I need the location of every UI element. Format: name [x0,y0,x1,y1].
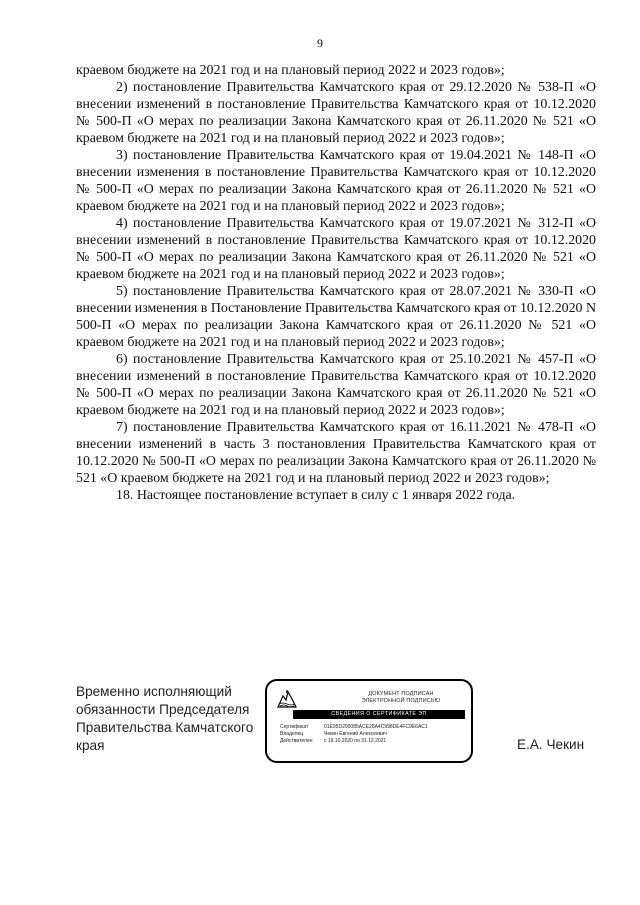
electronic-signature-stamp [265,679,473,763]
certificate-row-label: Владелец [280,731,304,737]
list-item-7: 7) постановление Правительства Камчатского края от 16.11.2021 № 478-П «О внесении изменений в часть 3 постановления Правительства Камчатского края от 10.12.2020 № 500-П «О мерах по реализации Закона Камчатского края от 26.11.2020 № 521 «О краевом бюджете на 2021 год и на плановый период 2022 и 2023 годов»; [76,420,596,486]
stamp-heading [337,691,465,705]
signatory-position-line: обязанности Председателя [76,702,250,717]
stamp-heading-line: ДОКУМЕНТ ПОДПИСАН [368,691,434,697]
list-item-3: 3) постановление Правительства Камчатского края от 19.04.2021 № 148-П «О внесении изменения в постановление Правительства Камчатского края от 10.12.2020 № 500-П «О мерах по реализации Закона Камчатского края от 26.11.2020 № 521 «О краевом бюджете на 2021 год и на плановый период 2022 и 2023 годов»; [76,148,596,214]
signatory-position-line: Временно исполняющий [76,684,232,699]
certificate-row-label: Действителен [280,738,313,744]
signatory-position-line: Правительства Камчатского [76,720,254,735]
list-item-4: 4) постановление Правительства Камчатского края от 19.07.2021 № 312-П «О внесении изменений в постановление Правительства Камчатского края от 10.12.2020 № 500-П «О мерах по реализации Закона Камчатского края от 26.11.2020 № 521 «О краевом бюджете на 2021 год и на плановый период 2022 и 2023 годов»; [76,216,596,282]
signatory-position [76,683,276,755]
certificate-details [280,724,468,745]
certificate-row-value: 01E95D200085ACE28A4C998DE4FC9E6AC1 [324,724,428,730]
list-item-5: 5) постановление Правительства Камчатского края от 28.07.2021 № 330-П «О внесении изменения в Постановление Правительства Камчатского края от 10.12.2020 N 500-П «О мерах по реализации Закона Камчатского края от 26.11.2020 № 521 «О краевом бюджете на 2021 год и на плановый период 2022 и 2023 годов»; [76,284,596,350]
page-number: 9 [317,36,323,50]
certificate-row-value: с 19.10.2020 по 31.12.2021 [324,738,387,744]
certificate-row [280,724,468,731]
signatory-position-line: края [76,738,105,753]
stamp-heading-line: ЭЛЕКТРОННОЙ ПОДПИСЬЮ [361,698,441,704]
clause-18: 18. Настоящее постановление вступает в силу с 1 января 2022 года. [116,488,516,503]
certificate-info-bar: СВЕДЕНИЯ О СЕРТИФИКАТЕ ЭП [293,710,465,719]
list-item-6: 6) постановление Правительства Камчатского края от 25.10.2021 № 457-П «О внесении изменений в постановление Правительства Камчатского края от 10.12.2020 № 500-П «О мерах по реализации Закона Камчатского края от 26.11.2020 № 521 «О краевом бюджете на 2021 год и на плановый период 2022 и 2023 годов»; [76,352,596,418]
signatory-name: Е.А. Чекин [517,737,585,752]
certificate-row [280,731,468,738]
certificate-row-label: Сертификат [280,724,309,730]
document-body [76,62,596,504]
certificate-row-value: Чекин Евгений Алексеевич [324,731,387,737]
list-item-2: 2) постановление Правительства Камчатского края от 29.12.2020 № 538-П «О внесении изменений в постановление Правительства Камчатского края от 10.12.2020 № 500-П «О мерах по реализации Закона Камчатского края от 26.11.2020 № 521 «О краевом бюджете на 2021 год и на плановый период 2022 и 2023 годов»; [76,80,596,146]
paragraph-continuation: краевом бюджете на 2021 год и на плановый период 2022 и 2023 годов»; [76,63,505,78]
certificate-row [280,738,468,745]
kamchatka-coat-of-arms-icon [277,690,297,708]
